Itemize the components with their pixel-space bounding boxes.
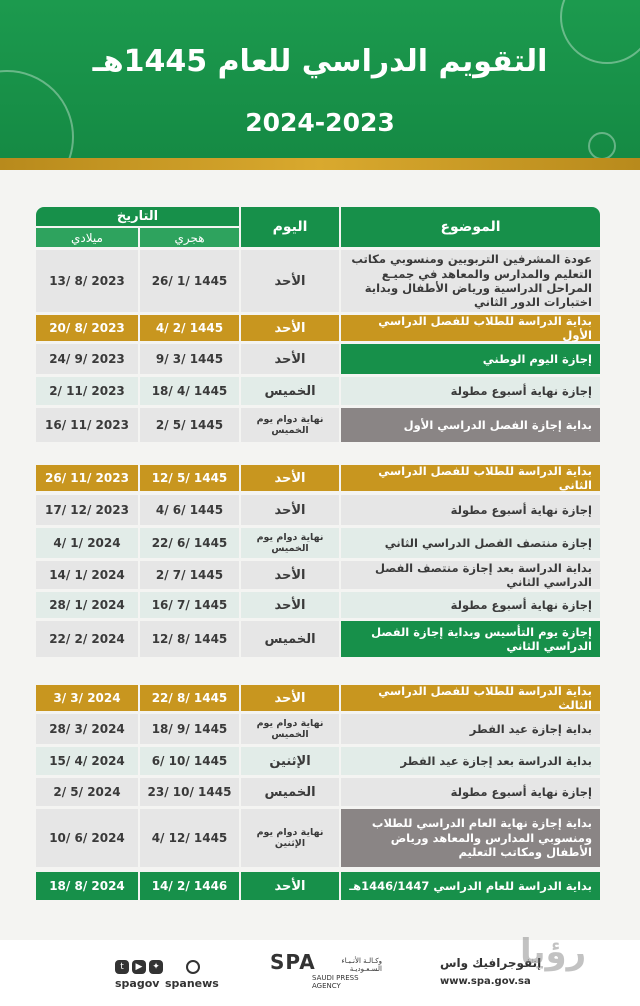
hijri-date: 18/ 9/ 1445: [140, 714, 239, 744]
topic: بداية الدراسة بعد إجازة منتصف الفصل الدراسي الثاني: [341, 561, 600, 589]
day: نهاية دوام يوم الإثنين: [241, 809, 339, 867]
gregorian-date: 13/ 8/ 2023: [36, 250, 138, 312]
table-row: [36, 465, 600, 491]
table-row: [36, 315, 600, 341]
topic: بداية إجازة عيد الفطر: [341, 714, 600, 744]
gregorian-date: 3/ 3/ 2024: [36, 685, 138, 711]
spa-logo: SPA: [270, 950, 316, 974]
column-header-hijri: هجري: [140, 228, 239, 247]
table-row: [36, 872, 600, 900]
hijri-date: 2/ 7/ 1445: [140, 561, 239, 589]
table-row: [36, 408, 600, 442]
topic: بداية إجازة الفصل الدراسي الأول: [341, 408, 600, 442]
table-row: [36, 495, 600, 525]
table-row: [36, 778, 600, 806]
spa-english-name: SAUDI PRESS AGENCY: [312, 973, 359, 991]
column-header-date: التاريخ: [36, 207, 239, 226]
day: الأحد: [241, 250, 339, 312]
twitter-icon[interactable]: t: [115, 960, 129, 974]
topic: بداية الدراسة للطلاب للفصل الدراسي الثالث: [341, 685, 600, 711]
table-row: [36, 685, 600, 711]
day: الأحد: [241, 495, 339, 525]
topic: إجازة نهاية أسبوع مطولة: [341, 778, 600, 806]
day: نهاية دوام يوم الخميس: [241, 528, 339, 558]
hijri-date: 22/ 6/ 1445: [140, 528, 239, 558]
day: الأحد: [241, 315, 339, 341]
topic: بداية الدراسة للطلاب للفصل الدراسي الأول: [341, 315, 600, 341]
hijri-date: 16/ 7/ 1445: [140, 592, 239, 618]
topic: بداية الدراسة للعام الدراسي 1446/1447هـ: [341, 872, 600, 900]
table-row: [36, 621, 600, 657]
day: الأحد: [241, 872, 339, 900]
topic: إجازة اليوم الوطني: [341, 344, 600, 374]
gregorian-date: 20/ 8/ 2023: [36, 315, 138, 341]
day: الخميس: [241, 778, 339, 806]
day: الأحد: [241, 344, 339, 374]
hijri-date: 12/ 5/ 1445: [140, 465, 239, 491]
table-row: [36, 528, 600, 558]
column-header-topic: الموضوع: [341, 207, 600, 247]
gregorian-date: 28/ 3/ 2024: [36, 714, 138, 744]
gregorian-date: 17/ 12/ 2023: [36, 495, 138, 525]
day: الإثنين: [241, 747, 339, 775]
topic: بداية إجازة نهاية العام الدراسي للطلاب ومنسوبي المدارس والمعاهد ورياض الأطفال ومكاتب التعليم: [341, 809, 600, 867]
page-subtitle: 2024-2023: [245, 108, 395, 137]
day: الأحد: [241, 685, 339, 711]
topic: إجازة نهاية أسبوع مطولة: [341, 377, 600, 405]
gregorian-date: 16/ 11/ 2023: [36, 408, 138, 442]
gregorian-date: 15/ 4/ 2024: [36, 747, 138, 775]
hijri-date: 9/ 3/ 1445: [140, 344, 239, 374]
gregorian-date: 18/ 8/ 2024: [36, 872, 138, 900]
day: الخميس: [241, 621, 339, 657]
watermark-logo: رؤيا: [520, 932, 587, 972]
table-row: [36, 377, 600, 405]
gregorian-date: 2/ 11/ 2023: [36, 377, 138, 405]
hijri-date: 26/ 1/ 1445: [140, 250, 239, 312]
table-row: [36, 747, 600, 775]
table-row: [36, 714, 600, 744]
gold-band: [0, 158, 640, 170]
gregorian-date: 14/ 1/ 2024: [36, 561, 138, 589]
table-row: [36, 344, 600, 374]
day: نهاية دوام يوم الخميس: [241, 714, 339, 744]
column-header-gregorian: ميلادي: [36, 228, 138, 247]
gregorian-date: 4/ 1/ 2024: [36, 528, 138, 558]
spa-agency-name: [312, 957, 382, 991]
hijri-date: 22/ 8/ 1445: [140, 685, 239, 711]
handle-spagov[interactable]: spagov: [115, 977, 160, 990]
hijri-date: 12/ 8/ 1445: [140, 621, 239, 657]
brand-label: إنفوجرافيك واس: [440, 956, 542, 970]
header-banner: [0, 0, 640, 158]
table-row: [36, 250, 600, 312]
topic: عودة المشرفين التربويين ومنسوبي مكاتب التعليم والمدارس والمعاهد في جميـع المراحل الدراسية ورياض الأطفال وبداية اختبارات الدور الثاني: [341, 250, 600, 312]
spa-arabic-name: وكـالـة الأنـبـاء السـعـوديـة: [341, 957, 382, 974]
table-row: [36, 592, 600, 618]
hijri-date: 14/ 2/ 1446: [140, 872, 239, 900]
gregorian-date: 24/ 9/ 2023: [36, 344, 138, 374]
snapchat-icon[interactable]: ✦: [149, 960, 163, 974]
day: نهاية دوام يوم الخميس: [241, 408, 339, 442]
table-row: [36, 561, 600, 589]
website-link[interactable]: www.spa.gov.sa: [440, 976, 531, 987]
topic: إجازة نهاية أسبوع مطولة: [341, 495, 600, 525]
hijri-date: 18/ 4/ 1445: [140, 377, 239, 405]
topic: بداية الدراسة للطلاب للفصل الدراسي الثاني: [341, 465, 600, 491]
hijri-date: 2/ 5/ 1445: [140, 408, 239, 442]
day: الأحد: [241, 465, 339, 491]
hijri-date: 4/ 12/ 1445: [140, 809, 239, 867]
day: الأحد: [241, 561, 339, 589]
topic: إجازة يوم التأسيس وبداية إجازة الفصل الدراسي الثاني: [341, 621, 600, 657]
gregorian-date: 22/ 2/ 2024: [36, 621, 138, 657]
topic: إجازة نهاية أسبوع مطولة: [341, 592, 600, 618]
day: الأحد: [241, 592, 339, 618]
gregorian-date: 2/ 5/ 2024: [36, 778, 138, 806]
gregorian-date: 26/ 11/ 2023: [36, 465, 138, 491]
day: الخميس: [241, 377, 339, 405]
page-title: التقويم الدراسي للعام 1445هـ: [92, 44, 548, 79]
gregorian-date: 28/ 1/ 2024: [36, 592, 138, 618]
table-row: [36, 809, 600, 867]
hijri-date: 23/ 10/ 1445: [140, 778, 239, 806]
instagram-icon[interactable]: [186, 960, 200, 974]
topic: بداية الدراسة بعد إجازة عيد الفطر: [341, 747, 600, 775]
youtube-icon[interactable]: ▶: [132, 960, 146, 974]
handle-spanews[interactable]: spanews: [165, 977, 219, 990]
column-header-day: اليوم: [241, 207, 339, 247]
gregorian-date: 10/ 6/ 2024: [36, 809, 138, 867]
hijri-date: 4/ 2/ 1445: [140, 315, 239, 341]
hijri-date: 6/ 10/ 1445: [140, 747, 239, 775]
topic: إجازة منتصف الفصل الدراسي الثاني: [341, 528, 600, 558]
hijri-date: 4/ 6/ 1445: [140, 495, 239, 525]
